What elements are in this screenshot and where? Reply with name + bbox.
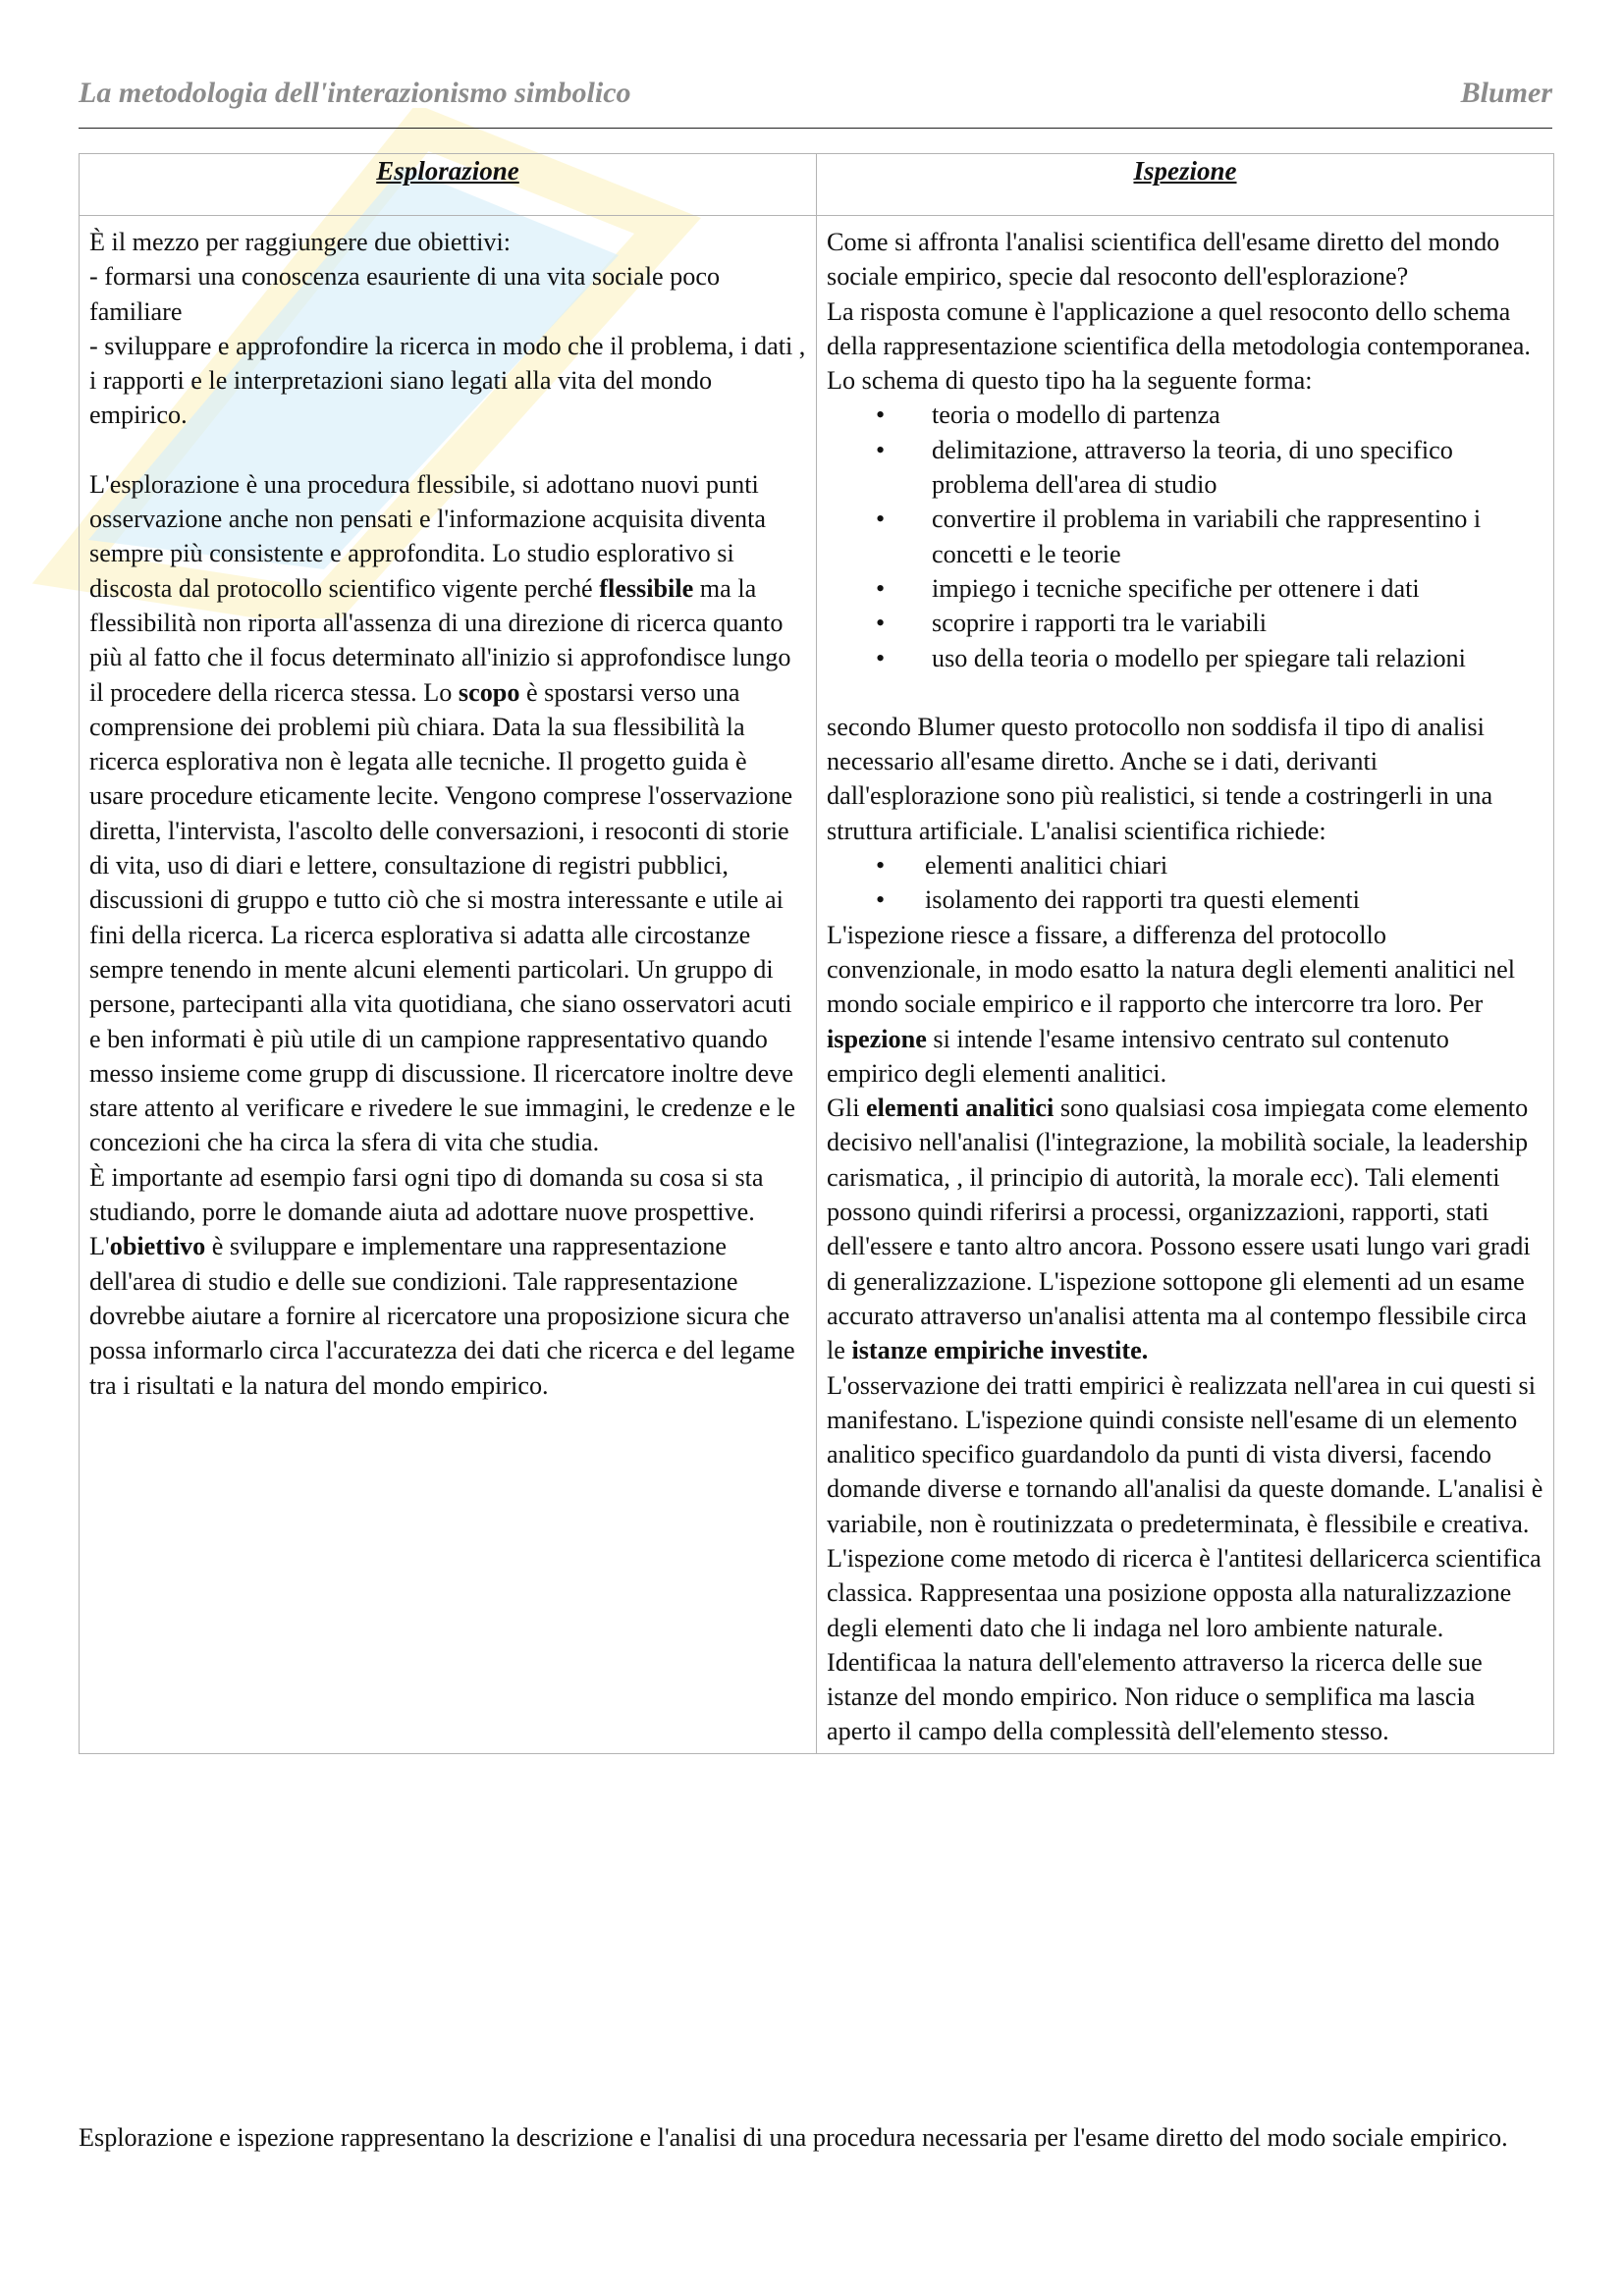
page-header (79, 77, 1552, 110)
table-body-row (80, 216, 1554, 1754)
list-item: • elementi analitici chiari (876, 851, 1168, 881)
schema-bullet-list (827, 398, 1543, 674)
comparison-table (79, 153, 1554, 1754)
right-paragraph-blumer: secondo Blumer questo protocollo non soddisfa il tipo di analisi necessario all'esame diretto. Anche se i dati, derivanti dall'esplorazione sono più realistici, si tende a costringerli in una struttura artificiale. L'analisi scientifica richiede: (827, 712, 1493, 845)
right-paragraph-schema: La risposta comune è l'applicazione a quel resoconto dello schema della rappresentazione scientifica della metodologia contemporanea. Lo schema di questo tipo ha la seguente forma: (827, 296, 1531, 396)
ispezione-cell (817, 216, 1554, 1754)
list-item: • scoprire i rapporti tra le variabili (876, 609, 1268, 638)
heading-esplorazione: Esplorazione (80, 154, 817, 216)
right-paragraph-elementi: Gli elementi analitici sono qualsiasi cosa impiegata come elemento decisivo nell'analisi (l'integrazione, la mobilità sociale, la leadership carismatica, , il principio di autorità, la morale ecc). Tali elementi possono quindi riferirsi a processi, organizzazioni, rapporti, stati dell'essere e tanto altro ancora. Possono essere usati lungo vari gradi di generalizzazione. L'ispezione sottopone gli elementi ad un esame accurato attraverso un'analisi attenta ma al contempo flessibile circa le istanze empiriche investite. (827, 1094, 1531, 1365)
list-item: • impiego i tecniche specifiche per ottenere i dati (876, 573, 1420, 603)
heading-ispezione: Ispezione (817, 154, 1554, 216)
left-paragraph-domande: È importante ad esempio farsi ogni tipo di domanda su cosa si sta studiando, porre le domande aiuta ad adottare nuove prospettive. (89, 1162, 764, 1227)
esplorazione-cell (80, 216, 817, 1754)
right-paragraph-osservazione: L'osservazione dei tratti empirici è realizzata nell'area in cui questi si manifestano. L'ispezione quindi consiste nell'esame di un elemento analitico specifico guardandolo da punti di vista diversi, facendo domande diverse e tornando all'analisi da queste domande. L'analisi è variabile, non è routinizzata o predeterminata, è flessibile e creativa. (827, 1370, 1543, 1538)
header-divider (79, 128, 1552, 129)
table-header-row (80, 154, 1554, 216)
list-item: • delimitazione, attraverso la teoria, di uno specifico problema dell'area di studio (876, 435, 1453, 500)
header-author: Blumer (1460, 77, 1552, 109)
list-item: • teoria o modello di partenza (876, 400, 1220, 430)
list-item: • uso della teoria o modello per spiegare tali relazioni (876, 643, 1466, 672)
left-intro-line-2: - formarsi una conoscenza esauriente di una vita sociale poco familiare (89, 262, 721, 326)
list-item: • isolamento dei rapporti tra questi elementi (876, 885, 1360, 915)
left-paragraph-obiettivo: L'obiettivo è sviluppare e implementare una rappresentazione dell'area di studio e delle sue condizioni. Tale rappresentazione dovrebbe aiutare a fornire al ricercatore una proposizione sicura che possa informarlo circa l'accuratezza dei dati che ricerca e del legame tra i risultati e la natura del mondo empirico. (89, 1232, 795, 1400)
left-intro-line-3: - sviluppare e approfondire la ricerca in modo che il problema, i dati , i rapporti e le interpretazioni siano legati alla vita del mondo empirico. (89, 331, 806, 430)
analisi-bullet-list (827, 848, 1543, 918)
left-paragraph-flessibilita: L'esplorazione è una procedura flessibile, si adottano nuovi punti osservazione anche non pensati e l'informazione acquisita diventa sempre più consistente e approfondita. Lo studio esplorativo si discosta dal protocollo scientifico vigente perché flessibile ma la flessibilità non riporta all'assenza di una direzione di ricerca quanto più al fatto che il focus determinato all'inizio si approfondisce lungo il procedere della ricerca stessa. Lo scopo è spostarsi verso una comprensione dei problemi più chiara. Data la sua flessibilità la ricerca esplorativa non è legata alle tecniche. Il progetto guida è usare procedure eticamente lecite. Vengono comprese l'osservazione diretta, l'intervista, l'ascolto delle conversazioni, i resoconti di storie di vita, uso di diari e lettere, consultazione di registri pubblici, discussioni di gruppo e tutto ciò che si mostra interessante e utile ai fini della ricerca. La ricerca esplorativa si adatta alle circostanze sempre tenendo in mente alcuni elementi particolari. Un gruppo di persone, partecipanti alla vita quotidiana, che siano osservatori acuti e ben informati è più utile di un campione rappresentativo quando messo insieme come grupp di discussione. Il ricercatore inoltre deve stare attento al verificare e rivedere le sue immagini, le credenze e le concezioni che ha circa la sfera di vita che studia. (89, 469, 796, 1157)
right-paragraph-antitesi: L'ispezione come metodo di ricerca è l'antitesi dellaricerca scientifica classica. Rappresentaa una posizione opposta alla naturalizzazione degli elementi dato che li indaga nel loro ambiente naturale. Identificaa la natura dell'elemento attraverso la ricerca delle sue istanze del mondo empirico. Non riduce o semplifica ma lascia aperto il campo della complessità dell'elemento stesso. (827, 1543, 1542, 1746)
right-paragraph-ispezione: L'ispezione riesce a fissare, a differenza del protocollo convenzionale, in modo esatto la natura degli elementi analitici nel mondo sociale empirico e il rapporto che intercorre tra loro. Per ispezione si intende l'esame intensivo centrato sul contenuto empirico degli elementi analitici. (827, 920, 1515, 1088)
header-title: La metodologia dell'interazionismo simbolico (79, 77, 631, 109)
right-paragraph-question: Come si affronta l'analisi scientifica dell'esame diretto del mondo sociale empirico, specie dal resoconto dell'esplorazione? (827, 228, 1500, 292)
closing-paragraph: Esplorazione e ispezione rappresentano la descrizione e l'analisi di una procedura necessaria per l'esame diretto del modo sociale empirico. (79, 2123, 1508, 2152)
list-item: • convertire il problema in variabili che rappresentino i concetti e le teorie (876, 505, 1482, 568)
left-intro-line-1: È il mezzo per raggiungere due obiettivi: (89, 228, 512, 256)
